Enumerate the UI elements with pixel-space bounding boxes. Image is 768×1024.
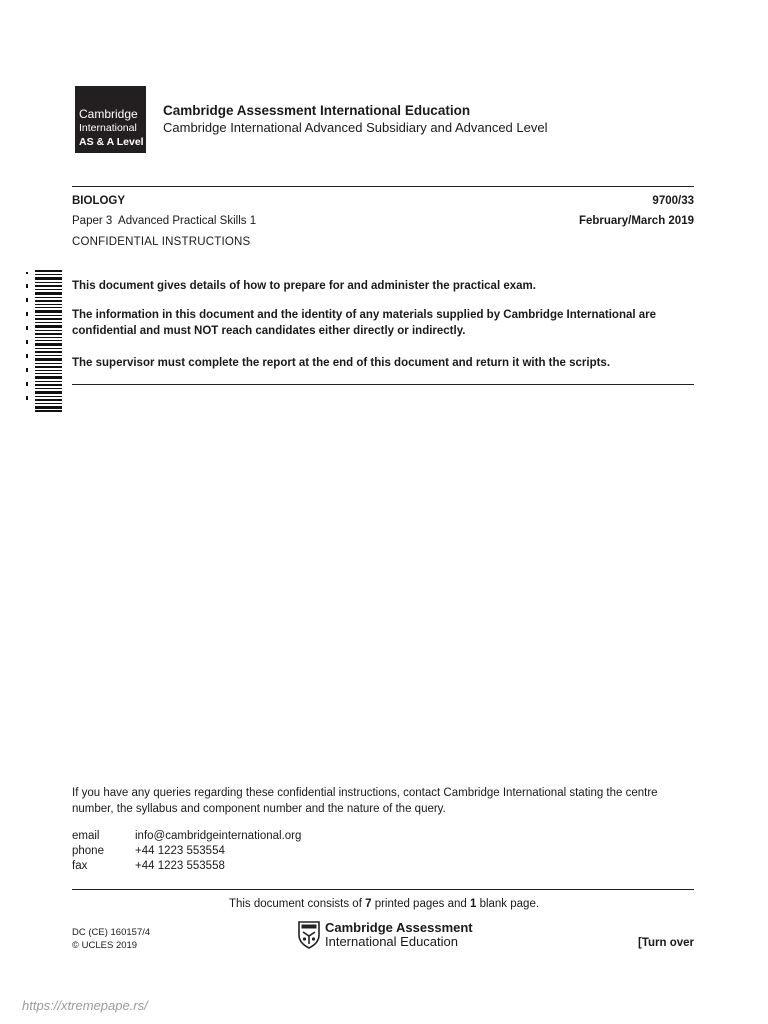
contact-email-row: [72, 829, 301, 844]
subject-title: BIOLOGY: [72, 195, 126, 207]
fax-label: fax: [72, 860, 88, 873]
logo-line-level: AS & A Level: [79, 136, 144, 148]
turn-over-label: [Turn over: [637, 937, 694, 949]
email-label: email: [72, 830, 100, 842]
pages-note-middle: printed pages and: [371, 898, 470, 910]
contact-fax-row: [72, 859, 301, 874]
page-count-note: [0, 898, 768, 910]
intro-statement-prepare: This document gives details of how to prepare for and administer the practical exam.: [72, 280, 536, 292]
qualification-name: Cambridge International Advanced Subsidiary and Advanced Level: [163, 120, 548, 135]
cambridge-assessment-logo: [298, 921, 473, 949]
printed-page-count: 7: [365, 898, 372, 910]
logo-line-international: International: [79, 122, 137, 134]
copyright-notice: © UCLES 2019: [72, 940, 138, 951]
contact-phone-row: [72, 844, 301, 859]
crest-icon: [298, 921, 320, 949]
footer-logo-text: [325, 921, 473, 949]
footer-logo-line2: International Education: [325, 934, 458, 949]
document-code: DC (CE) 160157/4: [72, 927, 151, 938]
paper-title: Paper 3 Advanced Practical Skills 1: [72, 215, 257, 227]
intro-statement-supervisor: The supervisor must complete the report at the end of this document and return it with the scripts.: [72, 357, 611, 369]
document-type: CONFIDENTIAL INSTRUCTIONS: [72, 236, 251, 248]
barcode-icon: [26, 270, 62, 412]
bottom-divider: [72, 889, 694, 890]
pages-note-prefix: This document consists of: [228, 898, 366, 910]
logo-line-cambridge: Cambridge: [79, 107, 138, 121]
cambridge-international-logo: [75, 86, 146, 153]
footer-codes: [72, 926, 150, 952]
fax-number: +44 1223 553558: [135, 860, 225, 873]
exam-session: February/March 2019: [578, 215, 694, 227]
syllabus-code: 9700/33: [652, 195, 694, 207]
source-watermark: https://xtremepape.rs/: [22, 998, 148, 1013]
contact-details: [72, 829, 301, 875]
phone-number: +44 1223 553554: [135, 845, 225, 858]
blank-page-count: 1: [469, 898, 477, 910]
pages-note-suffix: blank page.: [476, 898, 540, 910]
top-divider: [72, 186, 694, 187]
phone-label: phone: [72, 845, 104, 858]
middle-divider: [72, 384, 694, 385]
organisation-name: Cambridge Assessment International Education: [163, 103, 471, 118]
queries-paragraph: If you have any queries regarding these confidential instructions, contact Cambridge International stating the centre number, the syllabus and component number and the nature of the query.: [72, 787, 658, 815]
email-address: info@cambridgeinternational.org: [135, 830, 302, 842]
footer-logo-line1: Cambridge Assessment: [325, 920, 473, 935]
intro-statement-confidential: The information in this document and the identity of any materials supplied by Cambridge International are confidential and must NOT reach candidates either directly or indirectly.: [72, 309, 657, 337]
